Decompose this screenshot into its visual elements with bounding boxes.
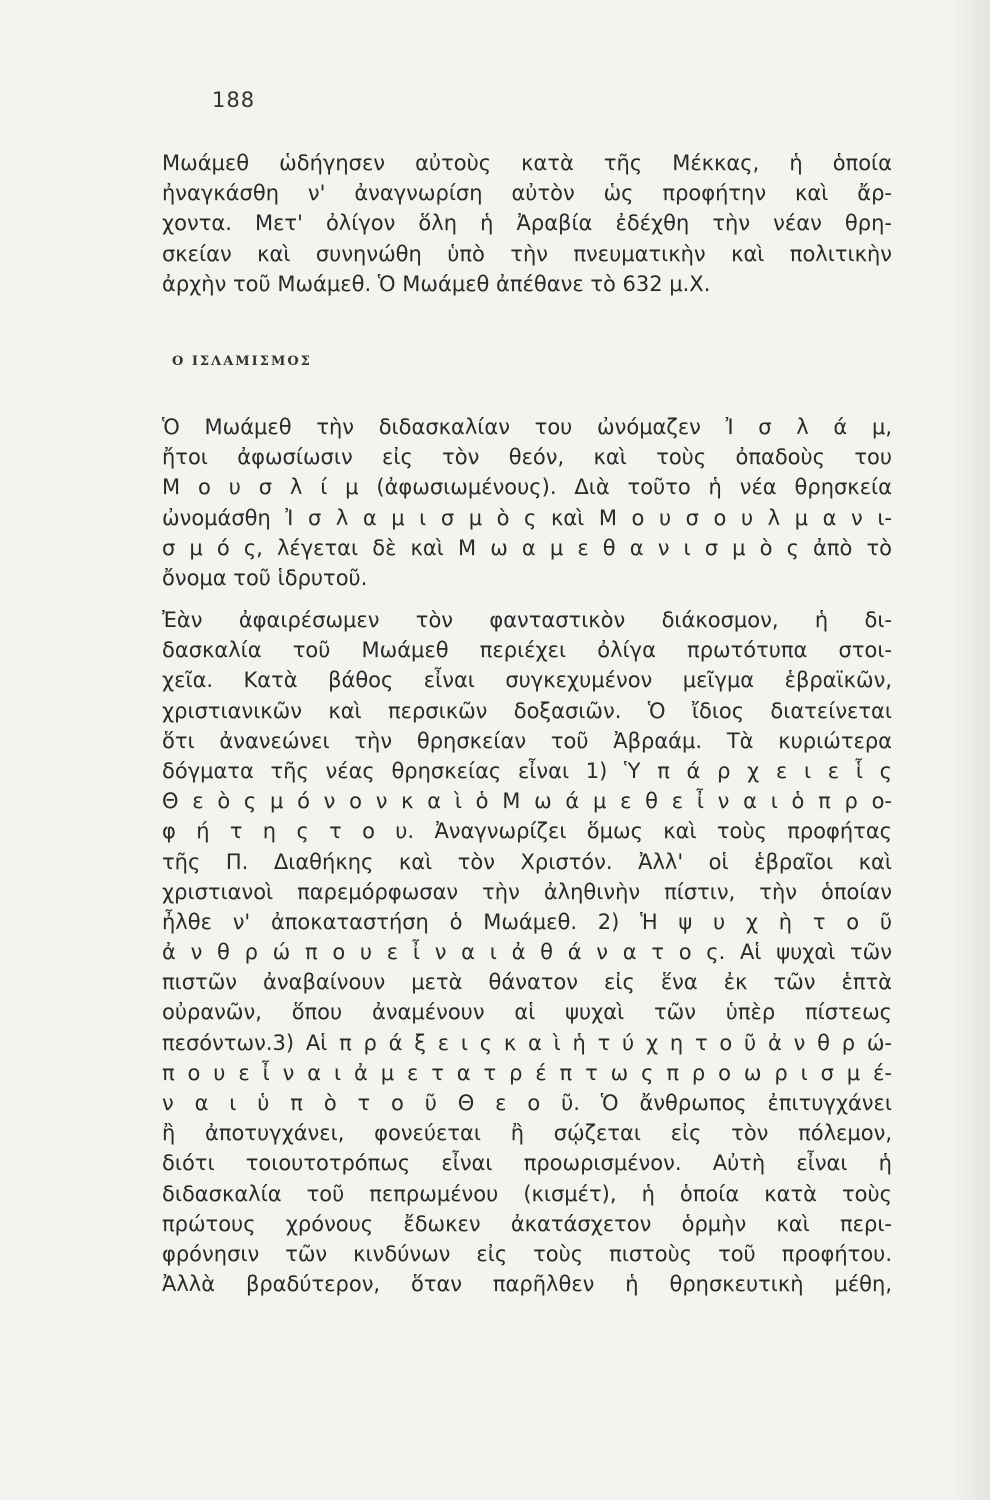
text-line: Θ ε ὸ ς μ ό ν ο ν κ α ὶ ὁ Μ ω ά μ ε θ ε ἶ ν α ι ὁ π ρ ο- (162, 789, 892, 814)
text-line: Μωάμεθ ὡδήγησεν αὐτοὺς κατὰ τῆς Μέκκας, ἡ ὁποία (162, 151, 892, 175)
page-number: 188 (212, 88, 256, 112)
text-line: Ἐὰν ἀφαιρέσωμεν τὸν φανταστικὸν διάκοσμον, ἡ δι- (162, 608, 892, 632)
text-line: τῆς Π. Διαθήκης καὶ τὸν Χριστόν. Ἀλλ' οἱ ἑβραῖοι καὶ (162, 849, 892, 874)
text-line: διδασκαλία τοῦ πεπρωμένου (κισμέτ), ἡ ὁποία κατὰ τοὺς (162, 1181, 892, 1206)
text-line: ὅτι ἀνανεώνει τὴν θρησκείαν τοῦ Ἀβραάμ. Τὰ κυριώτερα (162, 728, 892, 753)
intro-paragraph (162, 148, 892, 299)
text-line: φρόνησιν τῶν κινδύνων εἰς τοὺς πιστοὺς τοῦ προφήτου. (162, 1241, 892, 1266)
text-line: διότι τοιουτοτρόπως εἶναι προωρισμένον. Αὐτὴ εἶναι ἡ (162, 1151, 892, 1176)
text-line: ἦλθε ν' ἀποκαταστήση ὁ Μωάμεθ. 2) Ἡ ψ υ χ ὴ τ ο ῦ (162, 909, 892, 934)
text-line: φ ή τ η ς τ ο υ. Ἀναγνωρίζει ὅμως καὶ τοὺς προφήτας (162, 819, 892, 844)
text-line: δόγματα τῆς νέας θρησκείας εἶναι 1) Ὑ π ά ρ χ ε ι ε ἷ ς (162, 758, 892, 783)
text-line: σ μ ό ς, λέγεται δὲ καὶ Μ ω α μ ε θ α ν ι σ μ ὸ ς ἀπὸ τὸ (162, 535, 892, 560)
text-line: ὠνομάσθη Ἰ σ λ α μ ι σ μ ὸ ς καὶ Μ ο υ σ ο υ λ μ α ν ι- (162, 505, 892, 530)
text-line: ἀ ν θ ρ ώ π ο υ ε ἶ ν α ι ἀ θ ά ν α τ ο ς. Αἱ ψυχαὶ τῶν (162, 940, 892, 965)
text-line: Ἀλλὰ βραδύτερον, ὅταν παρῆλθεν ἡ θρησκευτικὴ μέθη, (162, 1272, 892, 1297)
text-line: σκείαν καὶ συνηνώθη ὑπὸ τὴν πνευματικὴν καὶ πολιτικὴν (162, 241, 892, 266)
paragraph-doctrine (162, 605, 892, 1299)
text-line: πρώτους χρόνους ἔδωκεν ἀκατάσχετον ὁρμὴν καὶ περι- (162, 1211, 892, 1236)
text-line: πεσόντων.3) Αἱ π ρ ά ξ ε ι ς κ α ὶ ἡ τ ύ χ η τ ο ῦ ἀ ν θ ρ ώ- (162, 1030, 892, 1055)
text-line: Μ ο υ σ λ ί μ (ἀφωσιωμένους). Διὰ τοῦτο ἡ νέα θρησκεία (162, 475, 892, 500)
text-line: δασκαλία τοῦ Μωάμεθ περιέχει ὀλίγα πρωτότυπα στοι- (162, 638, 892, 663)
text-line: οὐρανῶν, ὅπου ἀναμένουν αἱ ψυχαὶ τῶν ὑπὲρ πίστεως (162, 1000, 892, 1025)
text-line: χριστιανικῶν καὶ περσικῶν δοξασιῶν. Ὁ ἴδιος διατείνεται (162, 698, 892, 723)
text-line: χριστιανοὶ παρεμόρφωσαν τὴν ἀληθινὴν πίστιν, τὴν ὁποίαν (162, 879, 892, 904)
page-gutter-shadow (950, 0, 990, 1500)
section-heading: Ο ΙΣΛΑΜΙΣΜΟΣ (172, 354, 312, 369)
text-line: Ὁ Μωάμεθ τὴν διδασκαλίαν του ὠνόμαζεν Ἰ σ λ ά μ, (162, 415, 892, 439)
text-line: χοντα. Μετ' ὀλίγον ὅλη ἡ Ἀραβία ἐδέχθη τὴν νέαν θρη- (162, 211, 892, 236)
text-line: χεῖα. Κατὰ βάθος εἶναι συγκεχυμένον μεῖγμα ἑβραϊκῶν, (162, 668, 892, 693)
text-line: ἤτοι ἀφωσίωσιν εἰς τὸν θεόν, καὶ τοὺς ὀπαδοὺς του (162, 445, 892, 470)
text-line: ἀρχὴν τοῦ Μωάμεθ. Ὁ Μωάμεθ ἀπέθανε τὸ 632 μ.Χ. (162, 271, 711, 296)
text-line: ὄνομα τοῦ ἱδρυτοῦ. (162, 565, 368, 590)
text-line: πιστῶν ἀναβαίνουν μετὰ θάνατον εἰς ἕνα ἐκ τῶν ἑπτὰ (162, 970, 892, 995)
text-line: ἢ ἀποτυγχάνει, φονεύεται ἢ σῴζεται εἰς τὸν πόλεμον, (162, 1121, 892, 1146)
text-line: ν α ι ὑ π ὸ τ ο ῦ Θ ε ο ῦ. Ὁ ἄνθρωπος ἐπιτυγχάνει (162, 1091, 892, 1115)
paragraph-islam-definition (162, 412, 892, 593)
text-line: π ο υ ε ἶ ν α ι ἀ μ ε τ α τ ρ έ π τ ω ς π ρ ο ω ρ ι σ μ έ- (162, 1060, 892, 1085)
text-line: ἠναγκάσθη ν' ἀναγνωρίση αὐτὸν ὡς προφήτην καὶ ἄρ- (162, 181, 892, 206)
